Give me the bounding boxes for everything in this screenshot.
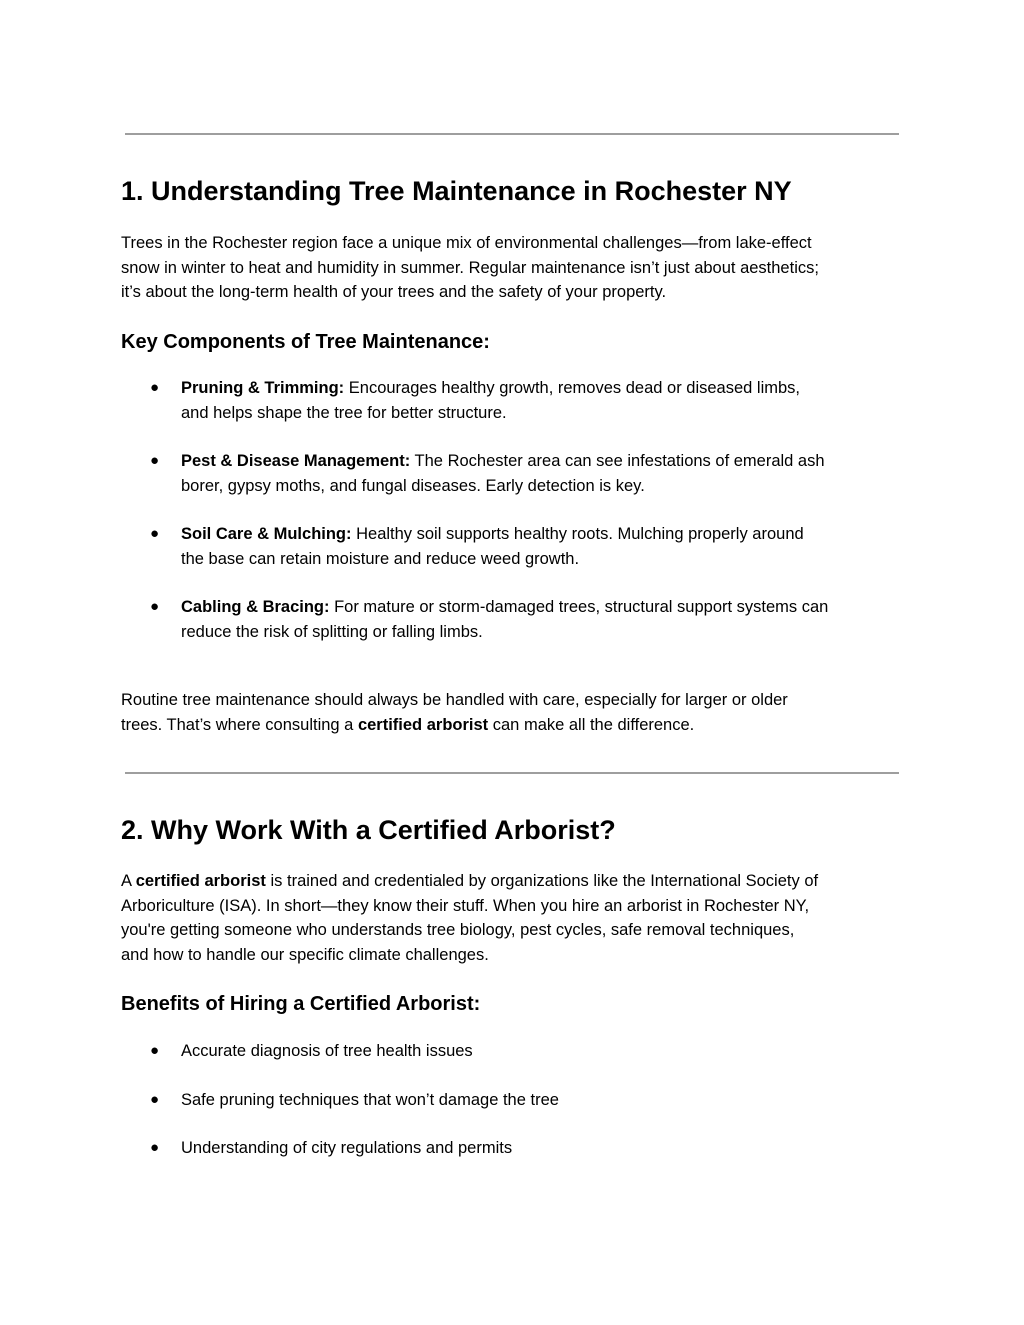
list-item-description: Accurate diagnosis of tree health issues	[181, 1042, 473, 1060]
paragraph-line: Trees in the Rochester region face a unique mix of environmental challenges—from lake-effect	[121, 234, 812, 252]
section1-intro-paragraph	[121, 231, 911, 305]
list-item-description: Understanding of city regulations and permits	[181, 1139, 513, 1157]
bullet-icon: ●	[150, 1042, 160, 1059]
bullet-icon: ●	[150, 525, 160, 542]
list-item-text	[181, 1039, 921, 1064]
paragraph-line: Routine tree maintenance should always be handled with care, especially for larger or older	[121, 691, 788, 709]
list-item-description: For mature or storm-damaged trees, structural support systems can	[329, 598, 829, 616]
section1-closing-paragraph	[121, 688, 911, 737]
paragraph-line: and how to handle our specific climate challenges.	[121, 945, 489, 964]
paragraph-line: Arboriculture (ISA). In short—they know their stuff. When you hire an arborist in Rochester NY,	[121, 896, 810, 915]
list-item-description: Safe pruning techniques that won’t damage the tree	[181, 1091, 559, 1109]
paragraph-text: trees. That’s where consulting a	[121, 715, 358, 734]
paragraph-line: snow in winter to heat and humidity in summer. Regular maintenance isn’t just about aesthetics;	[121, 258, 819, 277]
paragraph-text: is trained and credentialed by organizations like the International Society of	[265, 872, 819, 890]
bullet-icon: ●	[150, 379, 160, 396]
bold-term: certified arborist	[135, 872, 266, 890]
bullet-icon: ●	[150, 598, 160, 615]
bullet-icon: ●	[150, 452, 160, 469]
list-item-text	[181, 1136, 921, 1161]
list-item-description: reduce the risk of splitting or falling limbs.	[181, 622, 483, 641]
list-item-text	[181, 595, 921, 644]
list-item-description: Healthy soil supports healthy roots. Mulching properly around	[351, 525, 804, 543]
list-item-text	[181, 449, 921, 498]
bold-term: certified arborist	[357, 715, 489, 734]
bullet-icon: ●	[150, 1091, 160, 1108]
list-item-description: The Rochester area can see infestations of emerald ash	[410, 452, 825, 470]
bullet-icon: ●	[150, 1139, 160, 1156]
paragraph-text: can make all the difference.	[488, 715, 695, 734]
section1-subheading: Key Components of Tree Maintenance:	[121, 331, 490, 353]
list-item-description: the base can retain moisture and reduce weed growth.	[181, 549, 580, 568]
list-item-text	[181, 522, 921, 571]
list-item-label: Cabling & Bracing:	[181, 598, 330, 616]
list-item-description: and helps shape the tree for better structure.	[181, 403, 507, 422]
horizontal-divider	[125, 772, 899, 774]
section2-heading: 2. Why Work With a Certified Arborist?	[121, 815, 616, 845]
list-item-label: Soil Care & Mulching:	[181, 525, 352, 543]
section2-subheading: Benefits of Hiring a Certified Arborist:	[121, 993, 481, 1015]
list-item-description: Encourages healthy growth, removes dead or diseased limbs,	[344, 379, 801, 397]
list-item-label: Pest & Disease Management:	[181, 452, 411, 470]
section2-intro-paragraph	[121, 869, 911, 967]
list-item-text	[181, 376, 921, 425]
list-item-text	[181, 1088, 921, 1113]
list-item-description: borer, gypsy moths, and fungal diseases. Early detection is key.	[181, 476, 645, 495]
paragraph-line: it’s about the long-term health of your trees and the safety of your property.	[121, 283, 667, 301]
horizontal-divider	[125, 133, 899, 135]
section1-heading: 1. Understanding Tree Maintenance in Rochester NY	[121, 176, 792, 206]
paragraph-line: you're getting someone who understands tree biology, pest cycles, safe removal techniques,	[121, 921, 795, 939]
paragraph-text: A	[121, 872, 136, 890]
list-item-label: Pruning & Trimming:	[181, 379, 345, 397]
